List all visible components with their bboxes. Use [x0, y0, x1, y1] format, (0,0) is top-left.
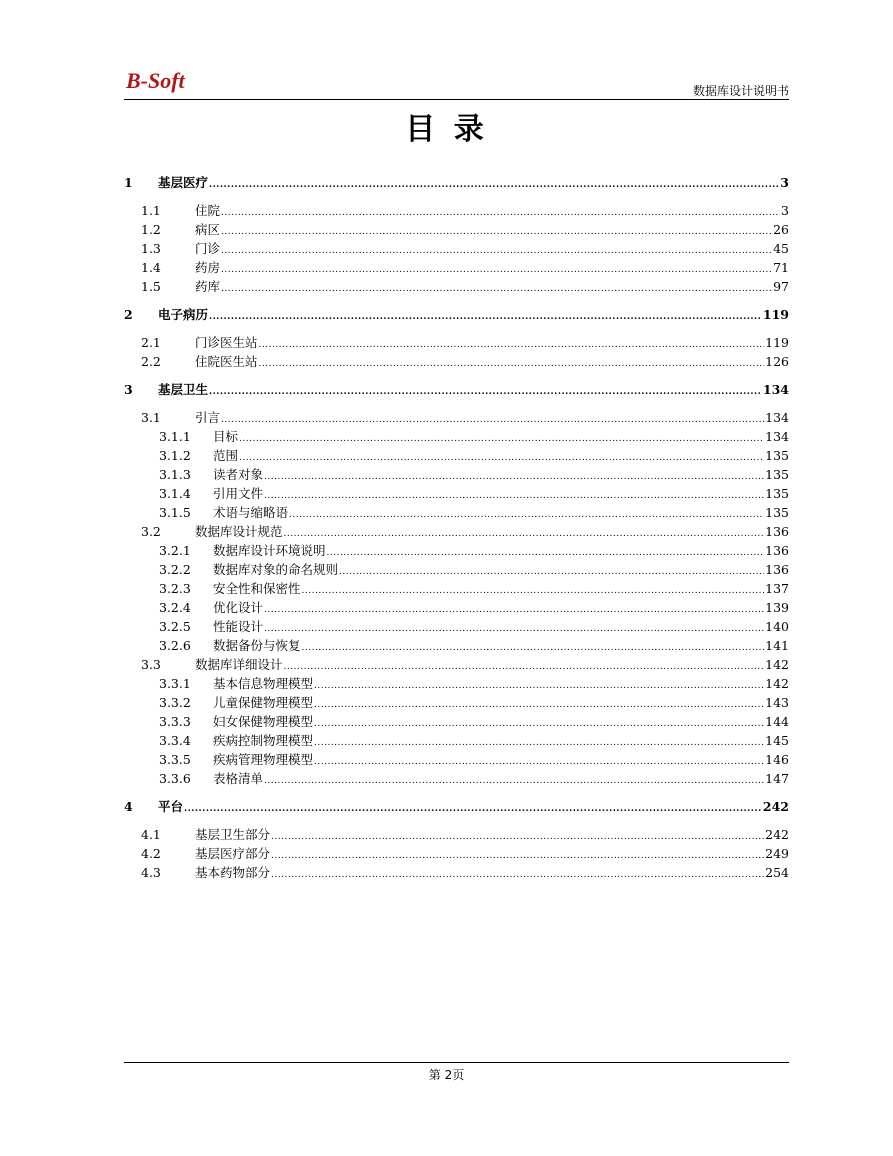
toc-entry-label: 基本信息物理模型 [213, 676, 314, 691]
toc-entry-number: 3.3.6 [159, 771, 191, 786]
toc-entry-number: 3.2.4 [159, 600, 191, 615]
toc-entry-number: 3.2.3 [159, 581, 191, 596]
toc-entry[interactable] [124, 581, 789, 597]
toc-entry-number: 1.1 [141, 203, 161, 218]
toc-entry[interactable] [124, 619, 789, 635]
toc-leader-dots [314, 695, 764, 713]
toc-entry-label: 基层卫生部分 [195, 827, 271, 842]
toc-entry-number: 3.1 [141, 410, 161, 425]
toc-entry-page: 139 [765, 600, 789, 615]
toc-entry-number: 1.3 [141, 241, 161, 256]
toc-entry-label: 数据库详细设计 [195, 657, 283, 672]
toc-leader-dots [221, 279, 772, 297]
toc-entry[interactable] [124, 657, 789, 673]
toc-leader-dots [339, 562, 764, 580]
toc-entry-page: 249 [765, 846, 789, 861]
toc-entry-page: 242 [762, 799, 789, 814]
toc-entry-page: 140 [765, 619, 789, 634]
toc-entry-label: 平台 [158, 799, 184, 814]
toc-leader-dots [302, 638, 765, 656]
toc-leader-dots [221, 410, 764, 428]
toc-leader-dots [239, 429, 764, 447]
document-title-header: 数据库设计说明书 [692, 84, 789, 98]
toc-leader-dots [271, 827, 764, 845]
footer-divider [124, 1062, 789, 1063]
toc-entry-label: 安全性和保密性 [213, 581, 301, 596]
toc-entry-number: 3.1.1 [159, 429, 191, 444]
toc-leader-dots [221, 222, 772, 240]
toc-entry-number: 1.5 [141, 279, 161, 294]
toc-entry-number: 3.1.5 [159, 505, 191, 520]
toc-leader-dots [314, 676, 764, 694]
toc-entry-page: 143 [765, 695, 789, 710]
toc-entry-number: 3.3.5 [159, 752, 191, 767]
toc-entry-label: 门诊医生站 [195, 335, 258, 350]
toc-entry-page: 3 [781, 203, 789, 218]
toc-leader-dots [264, 771, 764, 789]
toc-entry-label: 疾病管理物理模型 [213, 752, 314, 767]
toc-entry-page: 142 [765, 676, 789, 691]
toc-entry-label: 术语与缩略语 [213, 505, 289, 520]
toc-entry-label: 数据库设计规范 [195, 524, 283, 539]
toc-entry-label: 基层医疗部分 [195, 846, 271, 861]
toc-entry-page: 135 [765, 486, 789, 501]
toc-entry[interactable] [124, 799, 789, 815]
toc-entry-number: 3.2.1 [159, 543, 191, 558]
toc-leader-dots [264, 486, 764, 504]
toc-entry-page: 134 [762, 382, 789, 397]
toc-entry[interactable] [124, 543, 789, 559]
toc-entry-page: 242 [765, 827, 789, 842]
toc-leader-dots [271, 865, 764, 883]
toc-entry-number: 2.1 [141, 335, 161, 350]
toc-entry[interactable] [124, 752, 789, 768]
toc-entry-page: 135 [765, 448, 789, 463]
toc-leader-dots [259, 354, 765, 372]
toc-entry-label: 目标 [213, 429, 239, 444]
toc-entry-label: 数据库对象的命名规则 [213, 562, 339, 577]
toc-entry-label: 妇女保健物理模型 [213, 714, 314, 729]
toc-entry[interactable] [124, 175, 789, 191]
toc-entry[interactable] [124, 382, 789, 398]
toc-entry-label: 住院医生站 [195, 354, 258, 369]
toc-entry-number: 3.3.1 [159, 676, 191, 691]
toc-entry-label: 疾病控制物理模型 [213, 733, 314, 748]
toc-entry-page: 136 [765, 524, 789, 539]
toc-entry-number: 3.2.2 [159, 562, 191, 577]
toc-entry-label: 读者对象 [213, 467, 264, 482]
toc-entry-page: 136 [765, 543, 789, 558]
toc-leader-dots [327, 543, 765, 561]
toc-entry-number: 2 [124, 307, 133, 322]
toc-entry-page: 45 [773, 241, 789, 256]
toc-leader-dots [221, 241, 772, 259]
toc-leader-dots [221, 203, 780, 221]
toc-entry-page: 119 [762, 307, 789, 322]
toc-entry-label: 病区 [195, 222, 221, 237]
toc-entry-number: 3.3 [141, 657, 161, 672]
toc-entry-label: 引言 [195, 410, 221, 425]
toc-entry-page: 141 [765, 638, 789, 653]
toc-leader-dots [284, 524, 765, 542]
toc-entry-label: 性能设计 [213, 619, 264, 634]
toc-title: 目 录 [405, 112, 488, 147]
toc-leader-dots [239, 448, 764, 466]
toc-entry-page: 146 [765, 752, 789, 767]
toc-entry[interactable] [124, 638, 789, 654]
toc-entry[interactable] [124, 695, 789, 711]
toc-entry[interactable] [124, 865, 789, 881]
toc-entry-page: 71 [773, 260, 789, 275]
toc-entry-label: 优化设计 [213, 600, 264, 615]
toc-entry-label: 范围 [213, 448, 239, 463]
toc-entry-number: 1.4 [141, 260, 161, 275]
toc-entry-label: 药库 [195, 279, 221, 294]
toc-entry-number: 1.2 [141, 222, 161, 237]
toc-entry-label: 基层医疗 [158, 175, 209, 190]
toc-entry-number: 2.2 [141, 354, 161, 369]
toc-leader-dots [264, 600, 764, 618]
toc-entry-label: 数据库设计环境说明 [213, 543, 326, 558]
page-number: 第 2页 [428, 1068, 465, 1082]
company-logo: B-Soft [126, 68, 185, 93]
toc-entry[interactable] [124, 410, 789, 426]
toc-entry-number: 3 [124, 382, 133, 397]
toc-entry-page: 134 [765, 429, 789, 444]
toc-leader-dots [221, 260, 772, 278]
toc-entry[interactable] [124, 524, 789, 540]
toc-leader-dots [209, 307, 762, 325]
toc-entry-number: 3.2.6 [159, 638, 191, 653]
toc-entry[interactable] [124, 241, 789, 257]
toc-entry-number: 3.1.2 [159, 448, 191, 463]
toc-entry-number: 4.2 [141, 846, 161, 861]
toc-entry-page: 147 [765, 771, 789, 786]
toc-entry-label: 基本药物部分 [195, 865, 271, 880]
toc-entry-page: 145 [765, 733, 789, 748]
toc-entry[interactable] [124, 260, 789, 276]
toc-entry-number: 3.2.5 [159, 619, 191, 634]
toc-entry[interactable] [124, 222, 789, 238]
toc-leader-dots [264, 619, 764, 637]
toc-entry-label: 电子病历 [158, 307, 209, 322]
toc-leader-dots [314, 733, 764, 751]
toc-entry-label: 儿童保健物理模型 [213, 695, 314, 710]
toc-entry-number: 1 [124, 175, 133, 190]
toc-entry-label: 数据备份与恢复 [213, 638, 301, 653]
toc-leader-dots [284, 657, 765, 675]
toc-leader-dots [289, 505, 764, 523]
toc-entry-number: 4 [124, 799, 133, 814]
toc-entry-label: 住院 [195, 203, 221, 218]
toc-entry[interactable] [124, 335, 789, 351]
toc-entry[interactable] [124, 354, 789, 370]
toc-leader-dots [264, 467, 764, 485]
toc-entry-page: 97 [773, 279, 789, 294]
toc-entry-page: 142 [765, 657, 789, 672]
toc-entry-page: 137 [765, 581, 789, 596]
toc-entry[interactable] [124, 733, 789, 749]
toc-entry[interactable] [124, 771, 789, 787]
toc-entry-number: 4.3 [141, 865, 161, 880]
toc-entry-number: 3.3.4 [159, 733, 191, 748]
toc-entry[interactable] [124, 505, 789, 521]
toc-leader-dots [184, 799, 762, 817]
header-divider [124, 99, 789, 100]
toc-entry[interactable] [124, 846, 789, 862]
toc-entry-number: 3.3.3 [159, 714, 191, 729]
toc-entry[interactable] [124, 600, 789, 616]
toc-entry-number: 4.1 [141, 827, 161, 842]
toc-entry-label: 基层卫生 [158, 382, 209, 397]
toc-entry[interactable] [124, 279, 789, 295]
toc-entry[interactable] [124, 827, 789, 843]
toc-leader-dots [259, 335, 765, 353]
toc-entry[interactable] [124, 714, 789, 730]
toc-entry-number: 3.1.4 [159, 486, 191, 501]
toc-entry-label: 药房 [195, 260, 221, 275]
toc-entry[interactable] [124, 429, 789, 445]
toc-entry-label: 引用文件 [213, 486, 264, 501]
toc-leader-dots [302, 581, 765, 599]
toc-entry[interactable] [124, 448, 789, 464]
toc-leader-dots [209, 175, 779, 193]
toc-leader-dots [314, 752, 764, 770]
toc-entry-number: 3.3.2 [159, 695, 191, 710]
toc-entry[interactable] [124, 203, 789, 219]
toc-entry[interactable] [124, 562, 789, 578]
toc-leader-dots [271, 846, 764, 864]
toc-entry-label: 表格清单 [213, 771, 264, 786]
toc-entry-page: 135 [765, 505, 789, 520]
toc-entry-page: 119 [765, 335, 789, 350]
toc-entry[interactable] [124, 676, 789, 692]
toc-entry-label: 门诊 [195, 241, 221, 256]
toc-entry-number: 3.2 [141, 524, 161, 539]
toc-entry-page: 126 [765, 354, 789, 369]
toc-entry[interactable] [124, 486, 789, 502]
toc-leader-dots [209, 382, 762, 400]
toc-entry-page: 3 [780, 175, 789, 190]
toc-entry-page: 254 [765, 865, 789, 880]
toc-entry-number: 3.1.3 [159, 467, 191, 482]
toc-entry[interactable] [124, 307, 789, 323]
toc-entry-page: 26 [773, 222, 789, 237]
toc-entry-page: 135 [765, 467, 789, 482]
toc-entry-page: 144 [765, 714, 789, 729]
toc-entry[interactable] [124, 467, 789, 483]
toc-entry-page: 136 [765, 562, 789, 577]
toc-entry-page: 134 [765, 410, 789, 425]
toc-leader-dots [314, 714, 764, 732]
